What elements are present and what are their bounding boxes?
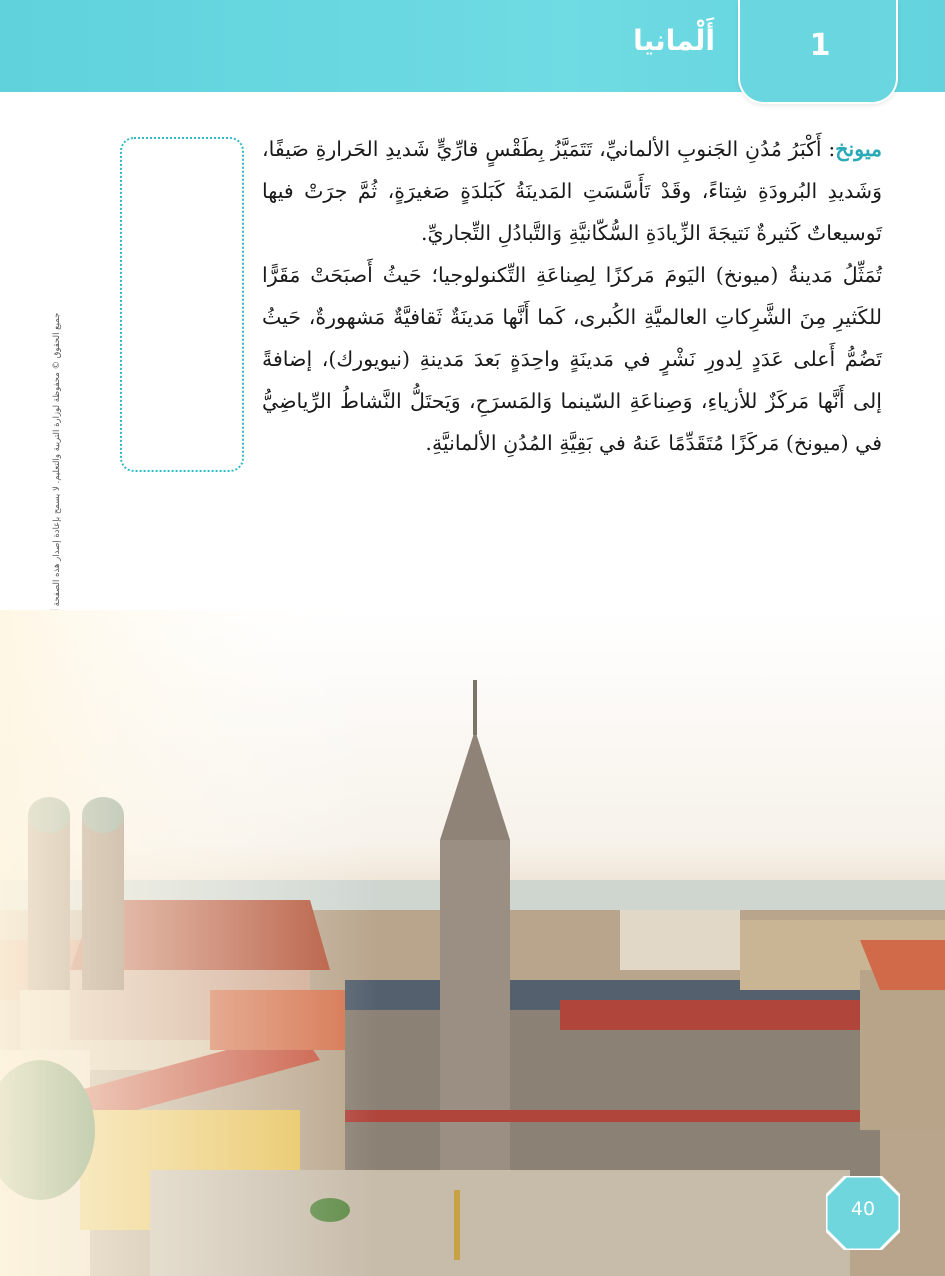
notes-box bbox=[120, 137, 244, 472]
munich-city-photo bbox=[0, 610, 945, 1276]
paragraph1-text: : أَكْبَرُ مُدُنِ الجَنوبِ الألمانيِّ، تَتَمَيَّزُ بِطَقْسٍ قارِّيٍّ شَديدِ الحَرارةِ صَيفًا، وَشَديدِ البُرودَةِ شِتاءً، وقَدْ تَأَسَّسَتِ المَدينَةُ كَبَلدَةٍ صَغيرَةٍ، ثُمَّ جرَتْ فيها تَوسيعاتٌ كَثيرةٌ نَتيجَةَ الزِّيادَةِ السُّكّانيَّةِ وَالتَّبادُلِ التِّجاريِّ. bbox=[262, 137, 882, 245]
main-text bbox=[262, 128, 882, 464]
paragraph-munich-today: تُمَثِّلُ مَدينةُ (ميونخ) اليَومَ مَركزًا لِصِناعَةِ التِّكنولوجيا؛ حَيثُ أَصبَحَتْ مَقَرًّا للكَثيرِ مِنَ الشَّرِكاتِ العالميَّةِ الكُبرى، كَما أَنَّها مَدينَةٌ ثَقافيَّةٌ مَشهورةٌ، حَيثُ تَضُمُّ أَعلى عَدَدٍ لِدورِ نَشْرٍ في مَدينَةٍ واحِدَةٍ بَعدَ مَدينةِ (نيويورك)، إضافةً إلى أَنَّها مَركَزٌ للأزياءِ، وَصِناعَةِ السّينما وَالمَسرَحِ، وَيَحتَلُّ النَّشاطُ الرِّياضِيُّ في (ميونخ) مَركَزًا مُتَقَدِّمًا عَنهُ في بَقِيَّةِ المُدُنِ الألمانيَّةِ. bbox=[262, 263, 882, 455]
term-munich: ميونخ bbox=[835, 137, 882, 161]
page-number: 40 bbox=[850, 1198, 876, 1220]
paragraph-munich-intro bbox=[262, 128, 882, 254]
chapter-title: أَلْمانيا bbox=[633, 24, 715, 57]
chapter-number: 1 bbox=[809, 28, 831, 63]
